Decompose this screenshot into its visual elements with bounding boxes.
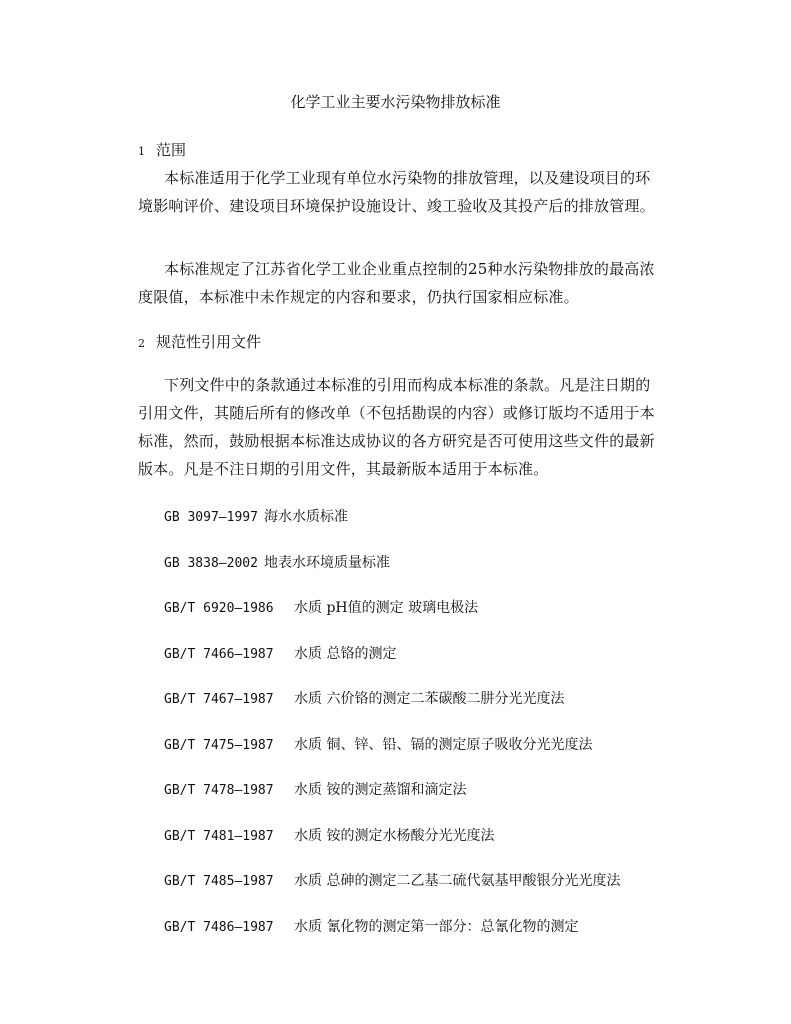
section-1-paragraph-2: 本标准规定了江苏省化学工业企业重点控制的25种水污染物排放的最高浓度限值，本标准中未作规定的内容和要求，仍执行国家相应标准。 bbox=[138, 260, 655, 306]
section-2-title: 规范性引用文件 bbox=[156, 333, 262, 351]
reference-code: GB 3838—2002 bbox=[164, 555, 258, 571]
reference-item bbox=[164, 824, 620, 870]
reference-item bbox=[164, 596, 620, 642]
reference-title: 水质 铜、锌、铅、镉的测定原子吸收分光光度法 bbox=[294, 736, 593, 753]
reference-title: 地表水环境质量标准 bbox=[264, 554, 390, 571]
reference-title: 水质 铵的测定水杨酸分光光度法 bbox=[294, 827, 495, 844]
reference-item bbox=[164, 778, 620, 824]
reference-code: GB/T 7475—1987 bbox=[164, 737, 274, 753]
reference-item bbox=[164, 642, 620, 688]
reference-title: 水质 总砷的测定二乙基二硫代氨基甲酸银分光光度法 bbox=[294, 873, 621, 889]
reference-title: 水质 铵的测定蒸馏和滴定法 bbox=[294, 782, 467, 798]
reference-code: GB/T 7481—1987 bbox=[164, 828, 274, 844]
section-2-paragraph-1: 下列文件中的条款通过本标准的引用而构成本标准的条款。凡是注日期的引用文件，其随后所有的修改单（不包括勘误的内容）或修订版均不适用于本标准，然而，鼓励根据本标准达成协议的各方研究是否可使用这些文件的最新版本。凡是不注日期的引用文件，其最新版本适用于本标准。 bbox=[138, 376, 655, 478]
section-2-number: 2 bbox=[138, 337, 145, 350]
section-1-number: 1 bbox=[138, 145, 145, 158]
reference-code: GB 3097—1997 bbox=[164, 510, 258, 525]
reference-item bbox=[164, 915, 620, 961]
section-1-title: 范围 bbox=[156, 141, 187, 159]
section-1-heading bbox=[138, 140, 186, 162]
reference-title: 海水水质标准 bbox=[264, 509, 348, 525]
reference-code: GB/T 6920—1986 bbox=[164, 601, 274, 616]
section-1-paragraph-1: 本标准适用于化学工业现有单位水污染物的排放管理，以及建设项目的环境影响评价、建设项目环境保护设施设计、竣工验收及其投产后的排放管理。 bbox=[138, 169, 655, 215]
reference-code: GB/T 7486—1987 bbox=[164, 919, 274, 935]
reference-list bbox=[164, 505, 620, 960]
reference-item bbox=[164, 505, 620, 551]
section-2-heading bbox=[138, 332, 261, 354]
reference-item bbox=[164, 733, 620, 779]
document-title: 化学工业主要水污染物排放标准 bbox=[290, 93, 501, 111]
reference-item bbox=[164, 869, 620, 915]
reference-code: GB/T 7466—1987 bbox=[164, 646, 274, 662]
reference-title: 水质 pH值的测定 玻璃电极法 bbox=[294, 600, 479, 616]
reference-code: GB/T 7485—1987 bbox=[164, 874, 274, 889]
reference-code: GB/T 7478—1987 bbox=[164, 783, 274, 798]
reference-code: GB/T 7467—1987 bbox=[164, 692, 274, 707]
reference-title: 水质 氰化物的测定第一部分：总氰化物的测定 bbox=[294, 918, 579, 935]
reference-title: 水质 总铬的测定 bbox=[294, 645, 397, 662]
reference-title: 水质 六价铬的测定二苯碳酸二肼分光光度法 bbox=[294, 691, 565, 707]
reference-item bbox=[164, 687, 620, 733]
reference-item bbox=[164, 551, 620, 597]
